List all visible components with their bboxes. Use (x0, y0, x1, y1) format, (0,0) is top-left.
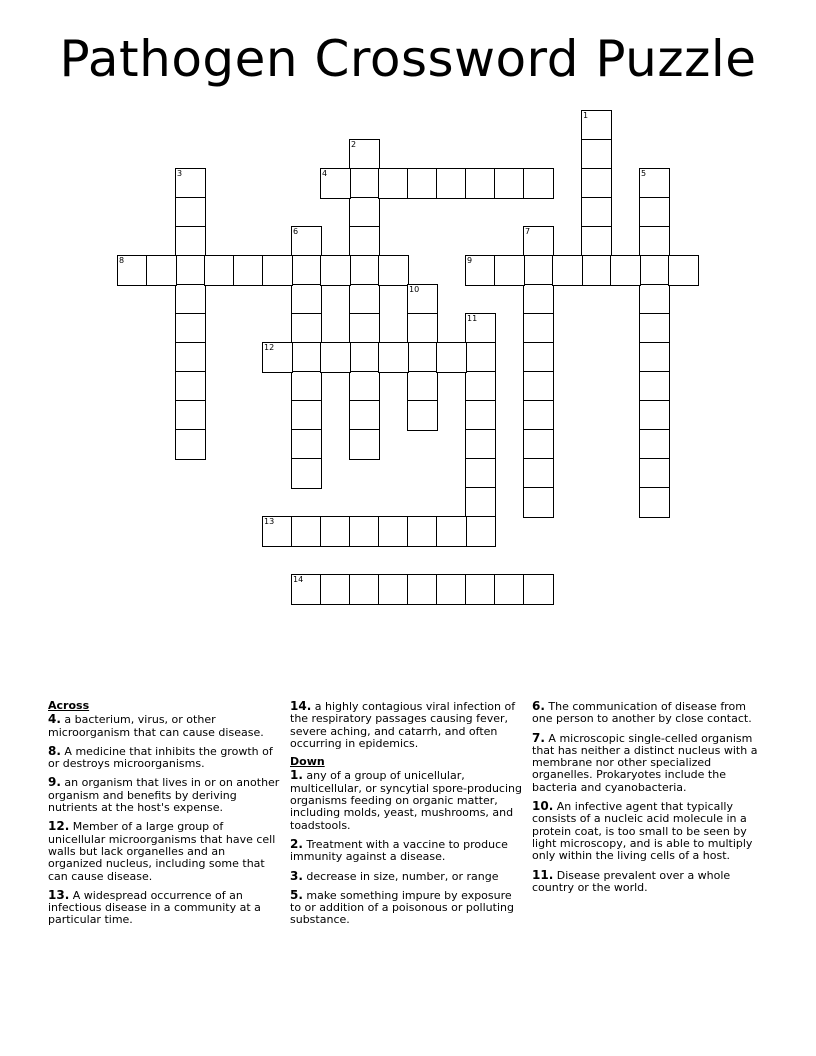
grid-cell[interactable] (581, 110, 612, 141)
grid-cell[interactable] (378, 516, 409, 547)
grid-cell[interactable] (204, 255, 235, 286)
clue-down-7: 7. A microscopic single-celled organism that has neither a distinct nucleus with a membrane nor other specialized organelles. Prokaryotes include the bacteria and cyanobacteria. (532, 730, 758, 794)
grid-cell[interactable] (175, 371, 206, 402)
clue-down-3: 3. decrease in size, number, or range (290, 868, 499, 883)
grid-cell[interactable] (436, 342, 467, 373)
clue-down-1: 1. any of a group of unicellular, multicellular, or syncytial spore-producing organisms feeding on organic matter, including molds, yeast, mushrooms, and toadstools. (290, 768, 522, 832)
grid-cell[interactable] (581, 139, 612, 170)
grid-cell[interactable] (523, 342, 554, 373)
grid-cell[interactable] (349, 516, 380, 547)
grid-cell[interactable] (523, 226, 554, 257)
grid-cell[interactable] (233, 255, 264, 286)
grid-cell[interactable] (378, 168, 409, 199)
grid-cell[interactable] (465, 400, 496, 431)
clue-across-9: 9. an organism that lives in or on another organism and benefits by deriving nutrients at the host's expense. (48, 775, 280, 815)
clue-number: 4 (322, 169, 328, 178)
grid-cell[interactable] (349, 400, 380, 431)
clue-down-6: 6. The communication of disease from one person to another by close contact. (532, 699, 752, 726)
grid-cell[interactable] (639, 400, 670, 431)
grid-cell[interactable] (175, 429, 206, 460)
grid-cell[interactable] (523, 371, 554, 402)
grid-cell[interactable] (407, 516, 438, 547)
clues-column-2 (290, 700, 522, 933)
clue-across-4: 4. a bacterium, virus, or other microorganism that can cause disease. (48, 712, 264, 739)
grid-cell[interactable] (291, 313, 322, 344)
grid-cell[interactable] (378, 255, 409, 286)
grid-cell[interactable] (581, 255, 612, 286)
grid-cell[interactable] (320, 168, 351, 199)
clue-across-12: 12. Member of a large group of unicellular microorganisms that have cell walls but lack organelles and an organized nucleus, including some that can cause disease. (48, 819, 276, 883)
puzzle-title: Pathogen Crossword Puzzle (59, 30, 757, 88)
grid-cell[interactable] (523, 313, 554, 344)
grid-cell[interactable] (639, 487, 670, 518)
clue-number: 6 (293, 227, 299, 236)
grid-cell[interactable] (523, 400, 554, 431)
clue-number: 10 (409, 285, 420, 294)
grid-cell[interactable] (349, 574, 380, 605)
clue-number: 5 (641, 169, 647, 178)
clue-down-11: 11. Disease prevalent over a whole country or the world. (532, 867, 731, 894)
grid-cell[interactable] (291, 226, 322, 257)
grid-cell[interactable] (262, 342, 293, 373)
clue-across-8: 8. A medicine that inhibits the growth of or destroys microorganisms. (48, 743, 273, 771)
grid-cell[interactable] (465, 516, 496, 547)
clue-number: 2 (351, 140, 357, 149)
grid-cell[interactable] (465, 429, 496, 460)
across-header: Across (48, 699, 90, 712)
grid-cell[interactable] (436, 516, 467, 547)
grid-cell[interactable] (639, 371, 670, 402)
grid-cell[interactable] (175, 342, 206, 373)
grid-cell[interactable] (465, 487, 496, 518)
grid-cell[interactable] (407, 371, 438, 402)
grid-cell[interactable] (320, 516, 351, 547)
grid-cell[interactable] (291, 400, 322, 431)
grid-cell[interactable] (262, 255, 293, 286)
clue-down-2: 2. Treatment with a vaccine to produce immunity against a disease. (290, 836, 508, 864)
clue-number: 12 (264, 343, 275, 352)
clue-number: 3 (177, 169, 183, 178)
grid-cell[interactable] (349, 284, 380, 315)
grid-cell[interactable] (349, 197, 380, 228)
grid-cell[interactable] (465, 458, 496, 489)
grid-cell[interactable] (146, 255, 177, 286)
grid-cell[interactable] (639, 255, 670, 286)
down-header: Down (290, 755, 325, 769)
grid-cell[interactable] (291, 371, 322, 402)
grid-cell[interactable] (291, 574, 322, 605)
grid-cell[interactable] (668, 255, 699, 286)
grid-cell[interactable] (523, 284, 554, 315)
clue-across-13: 13. A widespread occurrence of an infectious disease in a community at a particular time. (48, 887, 261, 927)
grid-cell[interactable] (349, 313, 380, 344)
grid-cell[interactable] (291, 516, 322, 547)
grid-cell[interactable] (639, 168, 670, 199)
grid-cell[interactable] (494, 168, 525, 199)
clues-column-3 (532, 700, 768, 900)
grid-cell[interactable] (175, 197, 206, 228)
grid-cell[interactable] (291, 255, 322, 286)
grid-cell[interactable] (465, 574, 496, 605)
grid-cell[interactable] (465, 255, 496, 286)
grid-cell[interactable] (291, 284, 322, 315)
grid-cell[interactable] (465, 313, 496, 344)
clue-down-5: 5. make something impure by exposure to or addition of a poisonous or polluting substance. (290, 887, 514, 927)
grid-cell[interactable] (407, 342, 438, 373)
clue-number: 11 (467, 314, 478, 323)
grid-cell[interactable] (639, 226, 670, 257)
grid-cell[interactable] (465, 371, 496, 402)
grid-cell[interactable] (175, 313, 206, 344)
grid-cell[interactable] (407, 313, 438, 344)
grid-cell[interactable] (349, 371, 380, 402)
grid-cell[interactable] (407, 574, 438, 605)
grid-cell[interactable] (291, 342, 322, 373)
grid-cell[interactable] (175, 255, 206, 286)
grid-cell[interactable] (523, 255, 554, 286)
grid-cell[interactable] (639, 313, 670, 344)
grid-cell[interactable] (639, 342, 670, 373)
grid-cell[interactable] (436, 574, 467, 605)
grid-cell[interactable] (610, 255, 641, 286)
grid-cell[interactable] (494, 255, 525, 286)
grid-cell[interactable] (465, 168, 496, 199)
grid-cell[interactable] (349, 429, 380, 460)
grid-cell[interactable] (349, 139, 380, 170)
grid-cell[interactable] (349, 255, 380, 286)
clue-number: 8 (119, 256, 125, 265)
grid-cell[interactable] (349, 226, 380, 257)
clues-column-1 (48, 700, 280, 933)
grid-cell[interactable] (175, 168, 206, 199)
grid-cell[interactable] (523, 168, 554, 199)
grid-cell[interactable] (349, 168, 380, 199)
grid-cell[interactable] (407, 400, 438, 431)
grid-cell[interactable] (494, 574, 525, 605)
grid-cell[interactable] (320, 342, 351, 373)
grid-cell[interactable] (291, 429, 322, 460)
grid-cell[interactable] (436, 168, 467, 199)
grid-cell[interactable] (581, 197, 612, 228)
clue-down-10: 10. An infective agent that typically consists of a nucleic acid molecule in a protein coat, is too small to be seen by light microscopy, and is able to multiply only within the living cells of a host. (532, 799, 753, 863)
grid-cell[interactable] (262, 516, 293, 547)
grid-cell[interactable] (117, 255, 148, 286)
grid-cell[interactable] (407, 168, 438, 199)
grid-cell[interactable] (378, 342, 409, 373)
grid-cell[interactable] (581, 168, 612, 199)
clue-number: 9 (467, 256, 473, 265)
clue-number: 13 (264, 517, 275, 526)
grid-cell[interactable] (523, 458, 554, 489)
grid-cell[interactable] (320, 574, 351, 605)
grid-cell[interactable] (320, 255, 351, 286)
clue-number: 1 (583, 111, 589, 120)
grid-cell[interactable] (523, 429, 554, 460)
grid-cell[interactable] (581, 226, 612, 257)
grid-cell[interactable] (639, 429, 670, 460)
grid-cell[interactable] (175, 226, 206, 257)
grid-cell[interactable] (175, 284, 206, 315)
grid-cell[interactable] (639, 458, 670, 489)
clue-number: 14 (293, 575, 304, 584)
grid-cell[interactable] (291, 458, 322, 489)
grid-cell[interactable] (349, 342, 380, 373)
grid-cell[interactable] (523, 574, 554, 605)
grid-cell[interactable] (552, 255, 583, 286)
grid-cell[interactable] (465, 342, 496, 373)
clue-number: 7 (525, 227, 531, 236)
grid-cell[interactable] (378, 574, 409, 605)
grid-cell[interactable] (639, 284, 670, 315)
grid-cell[interactable] (523, 487, 554, 518)
clue-across-14: 14. a highly contagious viral infection of the respiratory passages causing fever, severe aching, and catarrh, and often occurring in epidemics. (290, 699, 516, 750)
grid-cell[interactable] (639, 197, 670, 228)
grid-cell[interactable] (175, 400, 206, 431)
grid-cell[interactable] (407, 284, 438, 315)
